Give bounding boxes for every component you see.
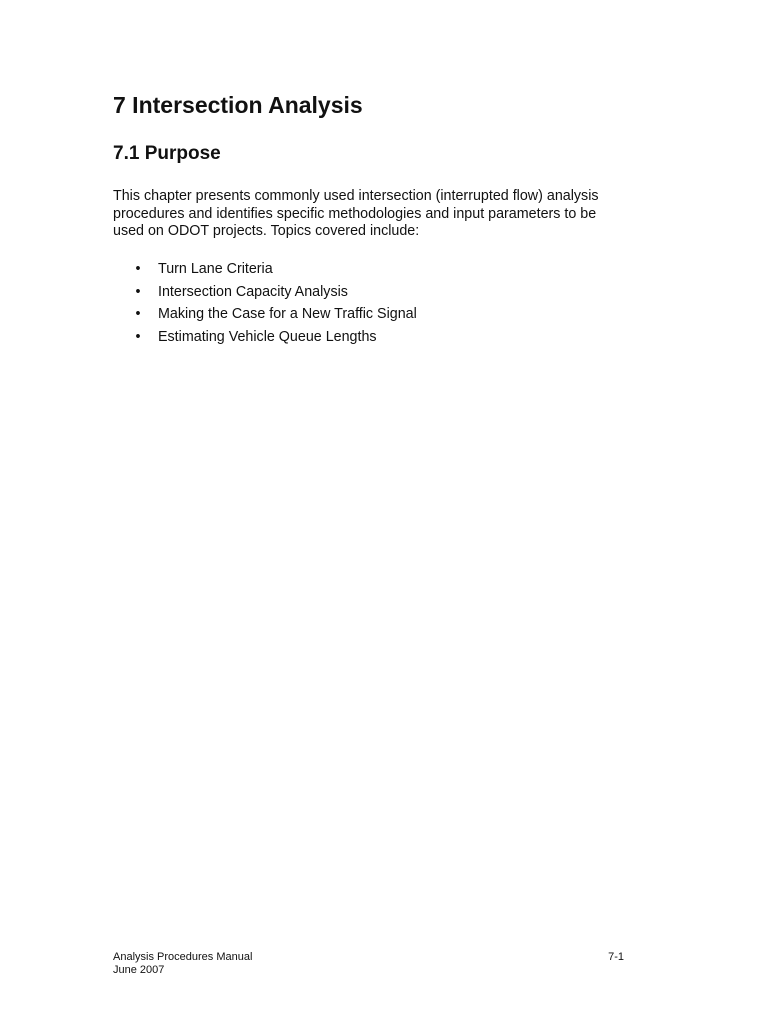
page-footer [113, 951, 624, 977]
list-item-label: Intersection Capacity Analysis [158, 283, 348, 300]
topics-list [113, 260, 417, 350]
footer-date: June 2007 [113, 964, 165, 976]
footer-left [113, 951, 624, 977]
list-item [113, 305, 417, 328]
list-item-label: Estimating Vehicle Queue Lengths [158, 328, 377, 345]
list-item [113, 283, 417, 306]
bullet-icon: • [135, 283, 141, 300]
section-title: 7.1 Purpose [113, 143, 221, 164]
list-item [113, 328, 417, 351]
bullet-icon: • [135, 306, 141, 323]
bullet-icon: • [135, 328, 141, 345]
intro-line: used on ODOT projects. Topics covered include: [113, 223, 420, 239]
intro-paragraph [113, 188, 643, 241]
intro-line: procedures and identifies specific methodologies and input parameters to be [113, 205, 597, 222]
footer-manual-title: Analysis Procedures Manual [113, 951, 253, 963]
list-item-label: Making the Case for a New Traffic Signal [158, 306, 417, 323]
list-item [113, 260, 417, 283]
intro-line: This chapter presents commonly used intersection (interrupted flow) analysis [113, 188, 599, 204]
list-item-label: Turn Lane Criteria [158, 261, 273, 277]
bullet-icon: • [135, 261, 141, 277]
page-number: 7-1 [608, 951, 624, 963]
chapter-title: 7 Intersection Analysis [113, 92, 363, 118]
